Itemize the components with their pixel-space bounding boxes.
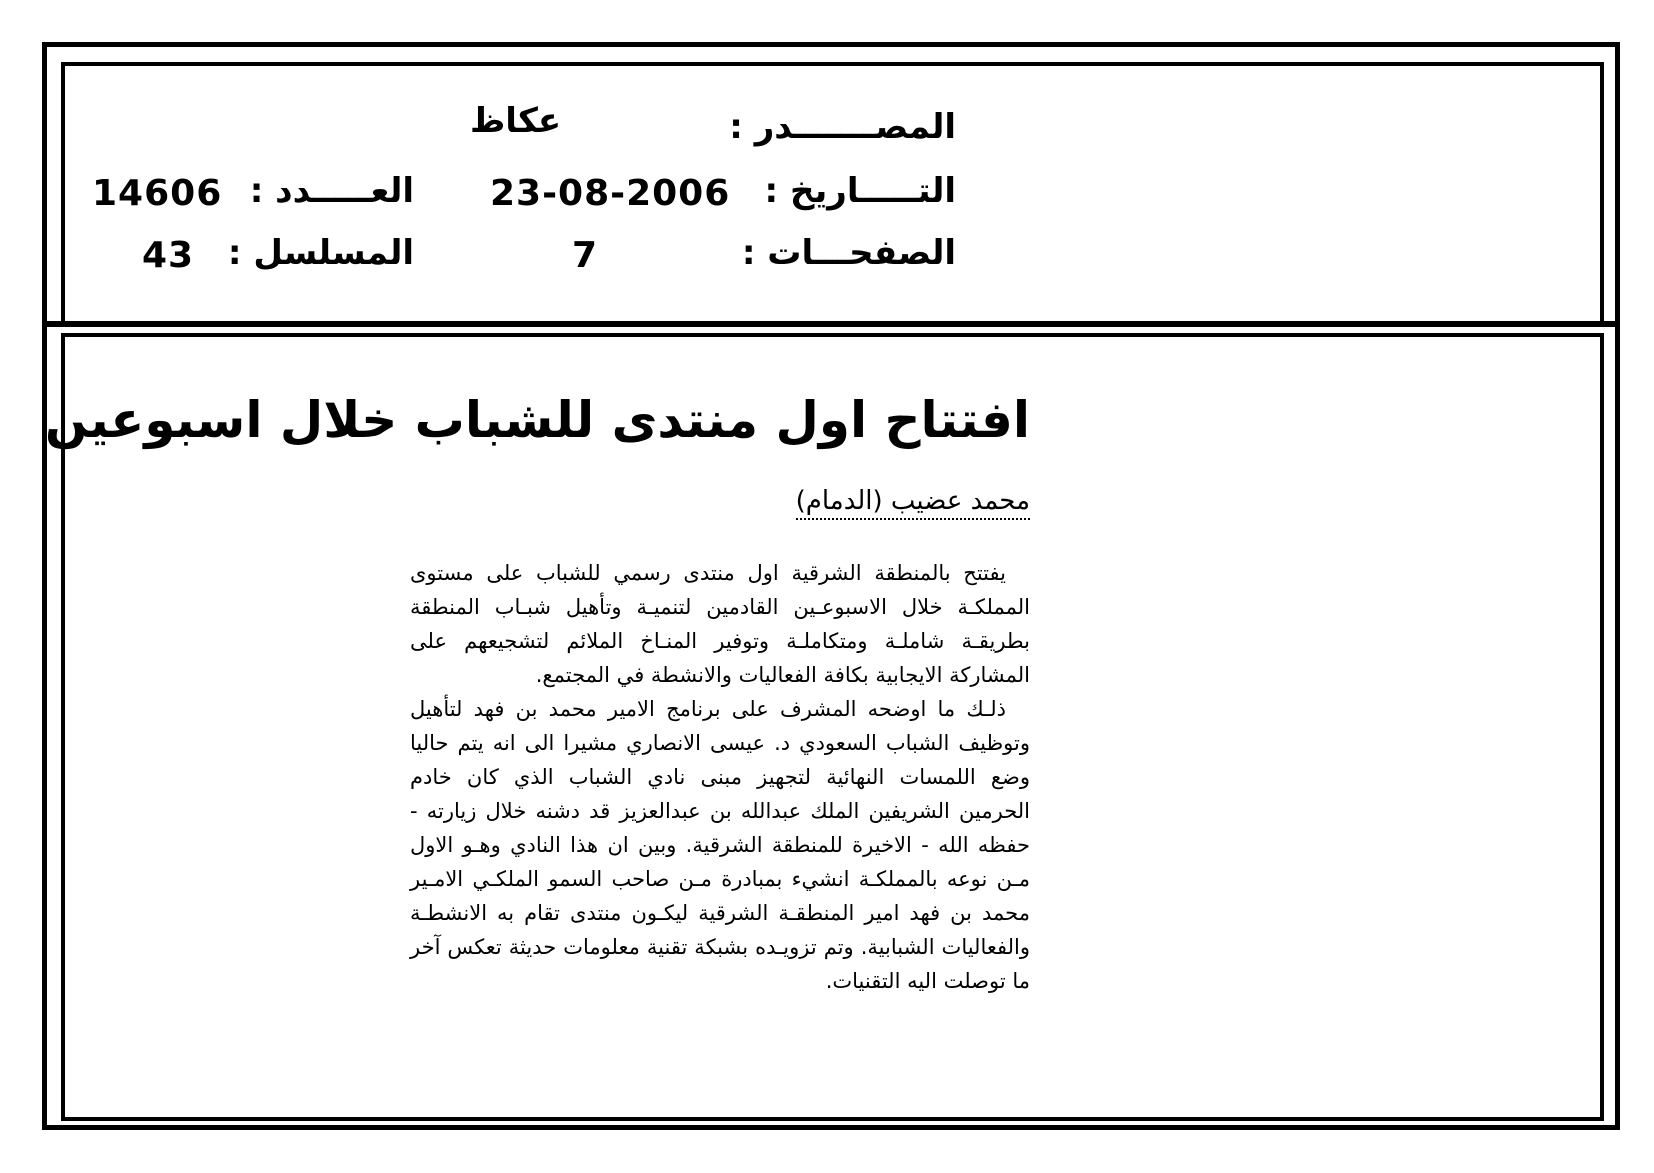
serial-label: المسلسل : [227, 233, 414, 273]
article-body [410, 556, 1030, 998]
article-paragraph: ذلـك ما اوضحه المشرف على برنامج الامير محمد بن فهد لتأهيل وتوظيف الشباب السعودي د. عيسى الانصاري مشيرا الى انه يتم حاليا وضع اللمسات النهائية لتجهيز مبنى نادي الشباب الذي كان خادم الحرمين الشريفين الملك عبدالله بن عبدالعزيز قد دشنه خلال زيارته - حفظه الله - الاخيرة للمنطقة الشرقية. وبين ان هذا النادي وهـو الاول مـن نوعه بالمملكـة انشيء بمبادرة مـن صاحب السمو الملكـي الامـير محمد بن فهد امير المنطقـة الشرقية ليكـون منتدى تقام به الانشطـة والفعاليات الشبابية. وتم تزويـده بشبكة تقنية معلومات حديثة تعكس آخر ما توصلت اليه التقنيات. [410, 697, 1030, 993]
source-value: عكاظ [470, 101, 562, 141]
pages-label: الصفحـــات : [741, 233, 956, 273]
source-label: المصـــــــدر : [729, 107, 956, 147]
article-paragraph: يفتتح بالمنطقة الشرقية اول منتدى رسمي للشباب على مستوى المملكـة خلال الاسبوعـين القادمين لتنميـة وتأهيل شبـاب المنطقة بطريقـة شاملـة ومتكاملـة وتوفير المنـاخ الملائم لتشجيعهم على المشاركة الايجابية بكافة الفعاليات والانشطة في المجتمع. [410, 561, 1030, 687]
article-byline: محمد عضيب (الدمام) [796, 486, 1030, 520]
issue-value: 14606 [92, 173, 223, 214]
issue-label: العـــــدد : [249, 171, 414, 211]
pages-value: 7 [572, 235, 599, 276]
date-value: 23-08-2006 [490, 173, 731, 214]
article-headline: افتتاح اول منتدى للشباب خلال اسبوعين [44, 391, 1030, 449]
serial-value: 43 [142, 235, 195, 276]
divider-bar [47, 321, 1615, 327]
date-label: التـــــاريخ : [764, 171, 956, 211]
